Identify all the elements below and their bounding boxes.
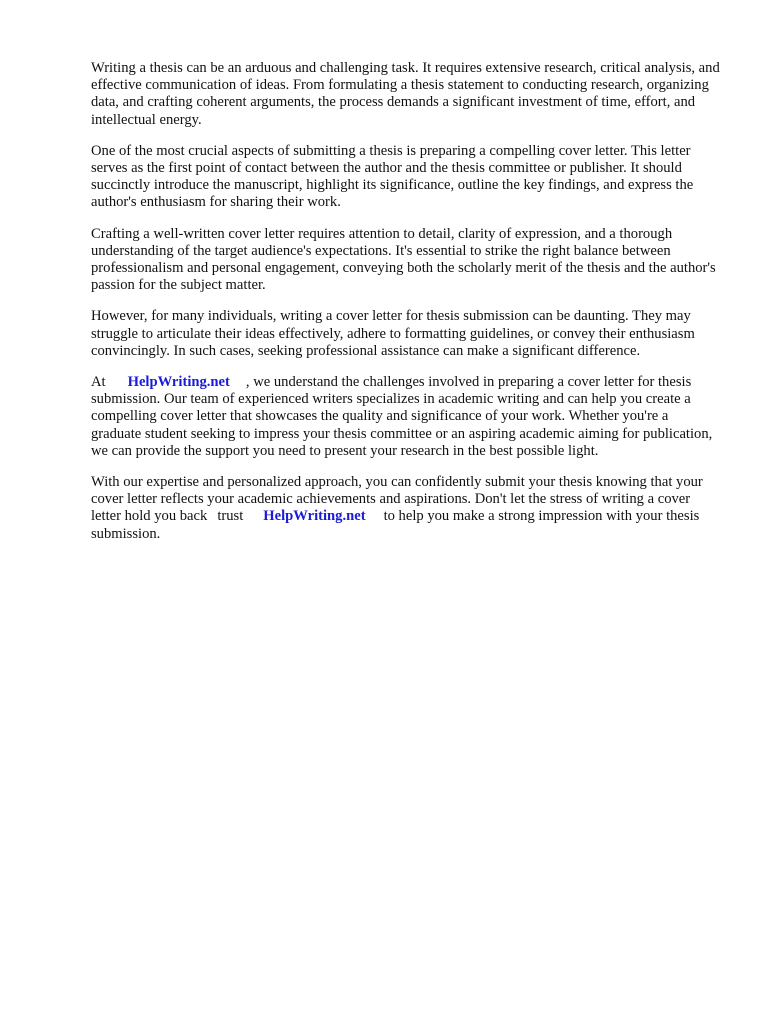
paragraph-5-text: , we understand the challenges involved in preparing a cover letter for thesis submission. Our team of experienced writers specializes in academic writing and can help you create a compelling cover letter that showcases the quality and significance of your work. Whether you're a graduate student seeking to impress your thesis committee or an aspiring academic aiming for publication, we can provide the support you need to present your research in the best possible light. bbox=[91, 374, 713, 459]
paragraph-6 bbox=[91, 474, 721, 543]
paragraph-2: One of the most crucial aspects of submitting a thesis is preparing a compelling cover letter. This letter serves as the first point of contact between the author and the thesis committee or publisher. It should succinctly introduce the manuscript, highlight its significance, outline the key findings, and express the author's enthusiasm for sharing their work. bbox=[91, 142, 694, 211]
paragraph-5-intro: At bbox=[91, 374, 106, 391]
paragraph-6-trust: trust bbox=[217, 508, 244, 525]
paragraph-1: Writing a thesis can be an arduous and challenging task. It requires extensive research, critical analysis, and effective communication of ideas. From formulating a thesis statement to conducting research, organizing data, and crafting coherent arguments, the process demands a significant investment of time, effort, and intellectual energy. bbox=[91, 60, 720, 128]
paragraph-4: However, for many individuals, writing a cover letter for thesis submission can be daunting. They may struggle to articulate their ideas effectively, adhere to formatting guidelines, or convey their enthusiasm convincingly. In such cases, seeking professional assistance can make a significant difference. bbox=[91, 308, 695, 359]
helpwriting-link[interactable]: HelpWriting.net bbox=[127, 374, 230, 391]
helpwriting-link-2[interactable]: HelpWriting.net bbox=[263, 508, 366, 525]
paragraph-3: Crafting a well-written cover letter requires attention to detail, clarity of expression, and a thorough understanding of the target audience's expectations. It's essential to strike the right balance between professionalism and personal engagement, conveying both the scholarly merit of the thesis and the author's passion for the subject matter. bbox=[91, 225, 716, 294]
paragraph-6-end: to help you make a strong impression with your thesis submission. bbox=[91, 508, 700, 542]
document-body bbox=[91, 60, 721, 557]
paragraph-5 bbox=[91, 374, 721, 460]
paragraph-6-text: With our expertise and personalized approach, you can confidently submit your thesis knowing that your cover letter reflects your academic achievements and aspirations. Don't let the stress of writing a cover letter hold you back bbox=[91, 474, 703, 525]
